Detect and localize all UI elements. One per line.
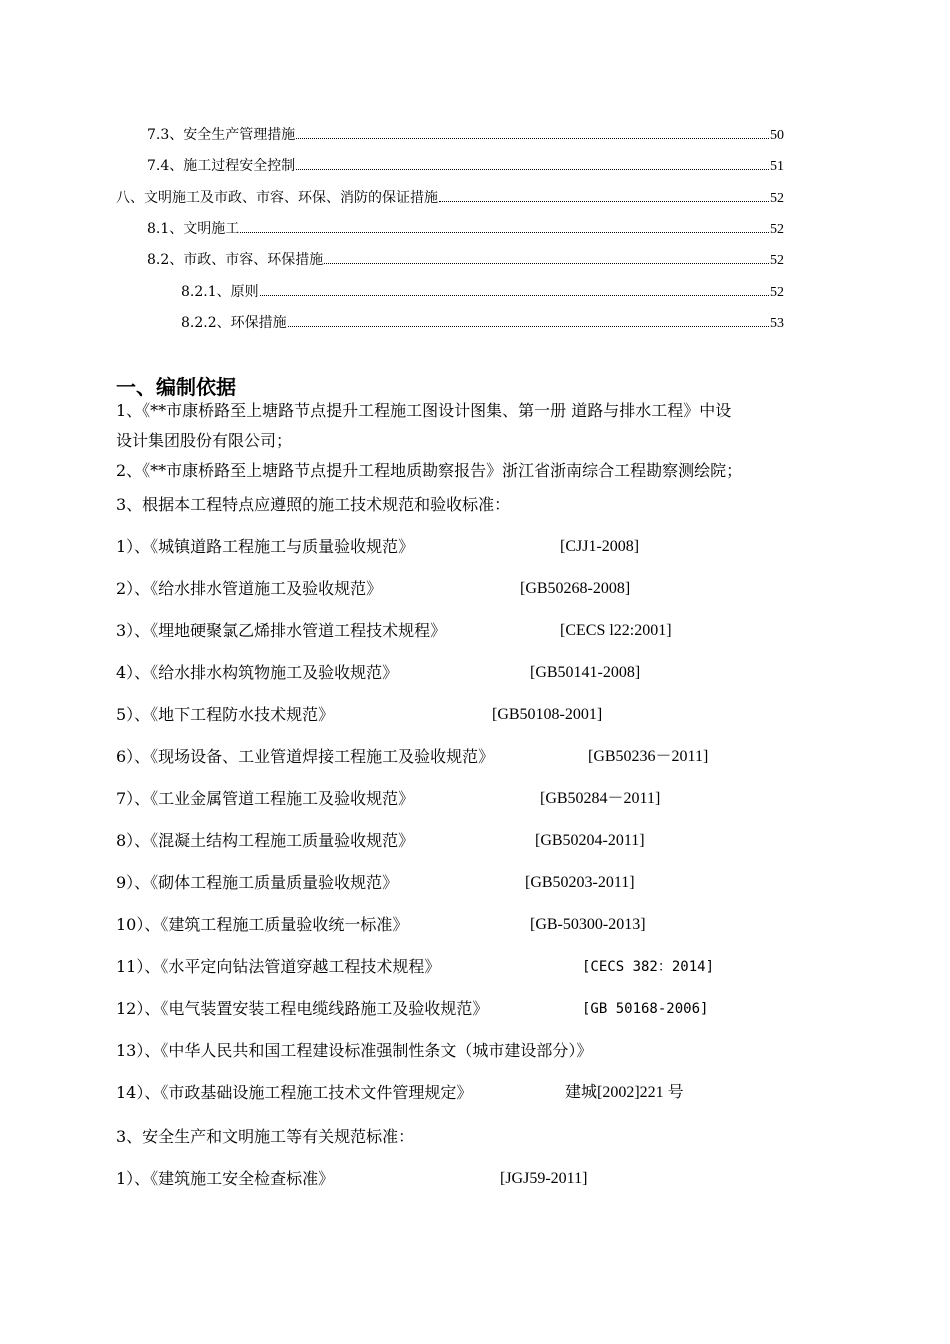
standard-ref	[116, 788, 661, 810]
standard-code: [CECS 382：2014]	[582, 959, 715, 975]
standard-ref	[116, 1040, 592, 1062]
standard-ref	[116, 620, 672, 642]
toc-leader	[439, 187, 769, 202]
standard-title: 14）、《市政基础设施工程施工技术文件管理规定》	[116, 1083, 473, 1102]
toc-entry-page: 53	[770, 316, 784, 331]
toc-entry-page: 52	[770, 253, 784, 268]
standard-code: [CECS l22:2001]	[560, 622, 672, 639]
standard-code: [CJJ1-2008]	[560, 538, 640, 555]
standard-title: 5）、《地下工程防水技术规范》	[116, 705, 335, 724]
basis-item-1-line-2: 设计集团股份有限公司；	[116, 431, 293, 450]
toc-entry-title: 8.2.2、环保措施	[181, 315, 287, 331]
standard-title: 6）、《现场设备、工业管道焊接工程施工及验收规范》	[116, 747, 495, 766]
basis-item-2: 2、《**市康桥路至上塘路节点提升工程地质勘察报告》浙江省浙南综合工程勘察测绘院；	[116, 461, 743, 480]
standard-title: 13）、《中华人民共和国工程建设标准强制性条文（城市建设部分）》	[116, 1041, 593, 1060]
toc-leader	[260, 281, 769, 296]
standard-ref	[116, 914, 646, 936]
standard-code: [GB-50300-2013]	[530, 916, 646, 933]
standard-code: [GB50284－2011]	[540, 790, 661, 807]
standard-ref	[116, 704, 603, 726]
toc-entry-title: 八、文明施工及市政、市容、环保、消防的保证措施	[116, 190, 438, 206]
toc-entry-title: 8.2.1、原则	[181, 284, 259, 300]
standard-ref	[116, 998, 709, 1020]
standard-title: 11）、《水平定向钻法管道穿越工程技术规程》	[116, 957, 441, 976]
standard-code: [GB 50168-2006]	[582, 1001, 709, 1017]
standard-code: [GB50108-2001]	[492, 706, 603, 723]
standard-code: [GB50141-2008]	[530, 664, 641, 681]
toc-entry-page: 52	[770, 191, 784, 206]
standard-title: 10）、《建筑工程施工质量验收统一标准》	[116, 915, 409, 934]
standard-ref	[116, 872, 635, 894]
toc-entry[interactable]	[147, 249, 784, 269]
safety-standard-ref	[116, 1168, 588, 1190]
toc-entry-page: 51	[770, 159, 784, 174]
toc-entry-page: 52	[770, 222, 784, 237]
standard-title: 2）、《给水排水管道施工及验收规范》	[116, 579, 383, 598]
standard-title: 4）、《给水排水构筑物施工及验收规范》	[116, 663, 399, 682]
toc-entry-page: 50	[770, 128, 784, 143]
toc-leader	[296, 155, 769, 170]
toc-entry-title: 7.4、施工过程安全控制	[147, 158, 296, 174]
basis-item-1-line-1: 1、《**市康桥路至上塘路节点提升工程施工图设计图集、第一册 道路与排水工程》中设	[116, 401, 732, 420]
toc-entry[interactable]	[181, 281, 784, 301]
standard-title: 8）、《混凝土结构工程施工质量验收规范》	[116, 831, 415, 850]
toc-entry-title: 8.2、市政、市容、环保措施	[147, 252, 324, 268]
toc-leader	[296, 124, 769, 139]
toc-leader	[288, 312, 769, 327]
standard-code: [GB50236－2011]	[588, 748, 709, 765]
standard-ref	[116, 956, 715, 978]
standard-ref	[116, 536, 640, 558]
standard-title: 1）、《城镇道路工程施工与质量验收规范》	[116, 537, 415, 556]
toc-leader	[240, 218, 769, 233]
standard-ref	[116, 830, 645, 852]
standard-code: [GB50268-2008]	[520, 580, 631, 597]
standard-title: 1）、《建筑施工安全检查标准》	[116, 1169, 335, 1188]
toc-entry[interactable]	[147, 124, 784, 144]
safety-standards-intro: 3、安全生产和文明施工等有关规范标准：	[116, 1127, 415, 1146]
standard-ref	[116, 578, 631, 600]
standard-ref	[116, 662, 641, 684]
standard-code: [GB50204-2011]	[535, 832, 645, 849]
standard-code: 建城[2002]221 号	[565, 1084, 684, 1101]
section-heading: 一、编制依据	[116, 375, 236, 399]
standard-ref	[116, 1082, 684, 1104]
standard-title: 3）、《埋地硬聚氯乙烯排水管道工程技术规程》	[116, 621, 447, 640]
toc-entry[interactable]	[181, 312, 784, 332]
toc-entry[interactable]	[147, 218, 784, 238]
toc-leader	[324, 249, 769, 264]
toc-entry[interactable]	[147, 155, 784, 175]
toc-entry-page: 52	[770, 285, 784, 300]
standard-code: [JGJ59-2011]	[500, 1170, 588, 1187]
toc-entry-title: 7.3、安全生产管理措施	[147, 127, 296, 143]
standard-title: 9）、《砌体工程施工质量质量验收规范》	[116, 873, 399, 892]
basis-item-3: 3、根据本工程特点应遵照的施工技术规范和验收标准：	[116, 495, 511, 514]
standard-title: 12）、《电气装置安装工程电缆线路施工及验收规范》	[116, 999, 489, 1018]
toc-entry-title: 8.1、文明施工	[147, 221, 240, 237]
standard-code: [GB50203-2011]	[525, 874, 635, 891]
toc-entry[interactable]	[116, 187, 784, 207]
standard-title: 7）、《工业金属管道工程施工及验收规范》	[116, 789, 415, 808]
standard-ref	[116, 746, 709, 768]
